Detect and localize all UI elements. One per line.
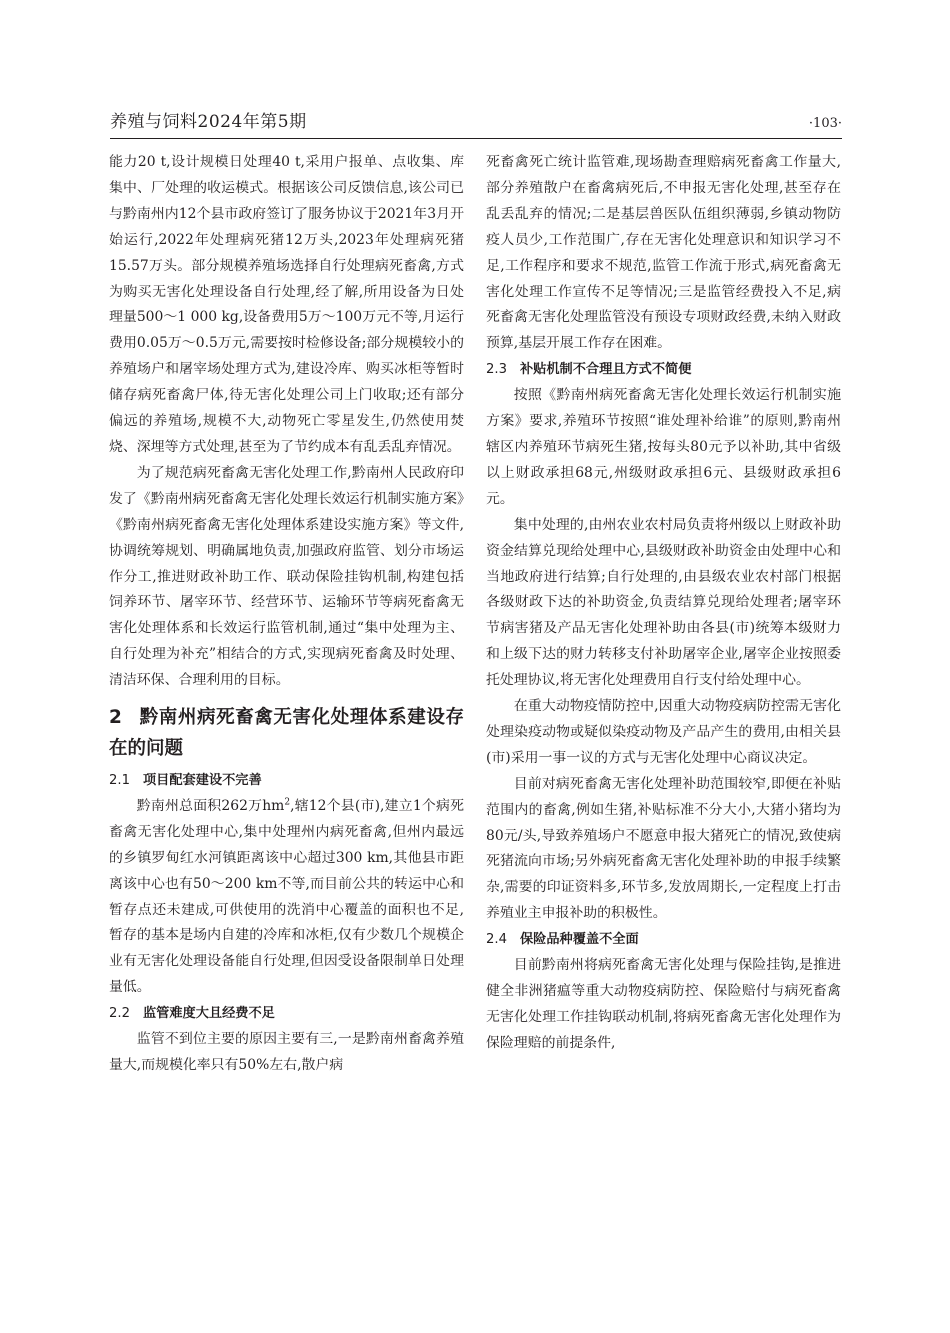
subsection-heading-2-3 [486, 357, 841, 383]
left-column [109, 150, 464, 1079]
paragraph [109, 794, 464, 1001]
paragraph: 目前黔南州将病死畜禽无害化处理与保险挂钩,是推进健全非洲猪瘟等重大动物疫病防控、保险赔付与病死畜禽无害化处理工作挂钩联动机制,将病死畜禽无害化处理作为保险理赔的前提条件, [486, 957, 841, 1051]
paragraph-text: 黔南州总面积262万hm [136, 797, 285, 814]
paragraph-text: ,辖12个县(市),建立1个病死畜禽无害化处理中心,集中处理州内病死畜禽,但州内最远的乡镇罗甸红水河镇距离该中心超过300 km,其他县市距离该中心也有50～200 km不等,而目前公共的转运中心和暂存点还未建成,可供使用的洗消中心覆盖的面积也不足,暂存的基本是场内自建的冷库和冰柜,仅有少数几个规模企业有无害化处理设备能自行处理,但因受设备限制单日处理量低。 [109, 797, 464, 996]
paragraph: 集中处理的,由州农业农村局负责将州级以上财政补助资金结算兑现给处理中心,县级财政补助资金由处理中心和当地政府进行结算;自行处理的,由县级农业农村部门根据各级财政下达的补助资金,负责结算兑现给处理者;屠宰环节病害猪及产品无害化处理补助由各县(市)统筹本级财力和上级下达的财力转移支付补助屠宰企业,屠宰企业按照委托处理协议,将无害化处理费用自行支付给处理中心。 [486, 516, 841, 689]
superscript: 2 [284, 797, 291, 808]
page-number: ·103· [808, 116, 842, 131]
paragraph: 为了规范病死畜禽无害化处理工作,黔南州人民政府印发了《黔南州病死畜禽无害化处理长效运行机制实施方案》《黔南州病死畜禽无害化处理体系建设实施方案》等文件,协调统筹规划、明确属地负责,加强政府监管、划分市场运作分工,推进财政补助工作、联动保险挂钩机制,构建包括饲养环节、屠宰环节、经营环节、运输环节等病死畜禽无害化处理体系和长效运行监管机制,通过“集中处理为主、自行处理为补充”相结合的方式,实现病死畜禽及时处理、清洁环保、合理利用的目标。 [109, 464, 464, 689]
subsection-title: 监管难度大且经费不足 [143, 1006, 275, 1022]
subsection-title: 补贴机制不合理且方式不简便 [520, 362, 692, 378]
paragraph: 目前对病死畜禽无害化处理补助范围较窄,即便在补贴范围内的畜禽,例如生猪,补贴标准不分大小,大猪小猪均为80元/头,导致养殖场户不愿意申报大猪死亡的情况,致使病死猪流向市场;另外病死畜禽无害化处理补助的申报手续繁杂,需要的印证资料多,环节多,发放周期长,一定程度上打击养殖业主申报补助的积极性。 [486, 775, 841, 922]
section-number: 2 [109, 707, 122, 729]
paragraph: 能力20 t,设计规模日处理40 t,采用户报单、点收集、库集中、厂处理的收运模式。根据该公司反馈信息,该公司已与黔南州内12个县市政府签订了服务协议于2021年3月开始运行,2022年处理病死猪12万头,2023年处理病死猪15.57万头。部分规模养殖场选择自行处理病死畜禽,方式为购买无害化处理设备自行处理,经了解,所用设备为日处理量500～1 000 kg,设备费用5万～100万元不等,月运行费用0.05万～0.5万元,需要按时检修设备;部分规模较小的养殖场户和屠宰场处理方式为,建设冷库、购买冰柜等暂时储存病死畜禽尸体,待无害化处理公司上门收取;还有部分偏远的养殖场,规模不大,动物死亡零星发生,仍然使用焚烧、深埋等方式处理,甚至为了节约成本有乱丢乱弃情况。 [109, 154, 464, 455]
subsection-title: 项目配套建设不完善 [143, 773, 262, 789]
subsection-title: 保险品种覆盖不全面 [520, 932, 639, 948]
subsection-number: 2.1 [109, 773, 130, 789]
subsection-heading-2-2 [109, 1001, 464, 1027]
paragraph: 监管不到位主要的原因主要有三,一是黔南州畜禽养殖量大,而规模化率只有50%左右,散户病 [109, 1031, 464, 1073]
subsection-number: 2.2 [109, 1006, 130, 1022]
paragraph: 死畜禽死亡统计监管难,现场勘查理赔病死畜禽工作量大,部分养殖散户在畜禽病死后,不申报无害化处理,甚至存在乱丢乱弃的情况;二是基层兽医队伍组织薄弱,乡镇动物防疫人员少,工作范围广,存在无害化处理意识和知识学习不足,工作程序和要求不规范,监管工作流于形式,病死畜禽无害化处理工作宣传不足等情况;三是监管经费投入不足,病死畜禽无害化处理监管没有预设专项财政经费,未纳入财政预算,基层开展工作存在困难。 [486, 154, 841, 352]
running-header [110, 110, 842, 139]
subsection-heading-2-4 [486, 927, 841, 953]
section-title: 黔南州病死畜禽无害化处理体系建设存在的问题 [109, 707, 464, 760]
subsection-heading-2-1 [109, 768, 464, 794]
subsection-number: 2.3 [486, 362, 507, 378]
paragraph: 在重大动物疫情防控中,因重大动物疫病防控需无害化处理染疫动物或疑似染疫动物及产品产生的费用,由相关县(市)采用一事一议的方式与无害化处理中心商议决定。 [486, 698, 841, 766]
section-heading-2 [109, 702, 464, 764]
subsection-number: 2.4 [486, 932, 507, 948]
paragraph: 按照《黔南州病死畜禽无害化处理长效运行机制实施方案》要求,养殖环节按照“谁处理补给谁”的原则,黔南州辖区内养殖环节病死生猪,按每头80元予以补助,其中省级以上财政承担68元,州级财政承担6元、县级财政承担6元。 [486, 387, 841, 507]
right-column [486, 150, 841, 1057]
journal-title: 养殖与饲料2024年第5期 [110, 112, 307, 132]
